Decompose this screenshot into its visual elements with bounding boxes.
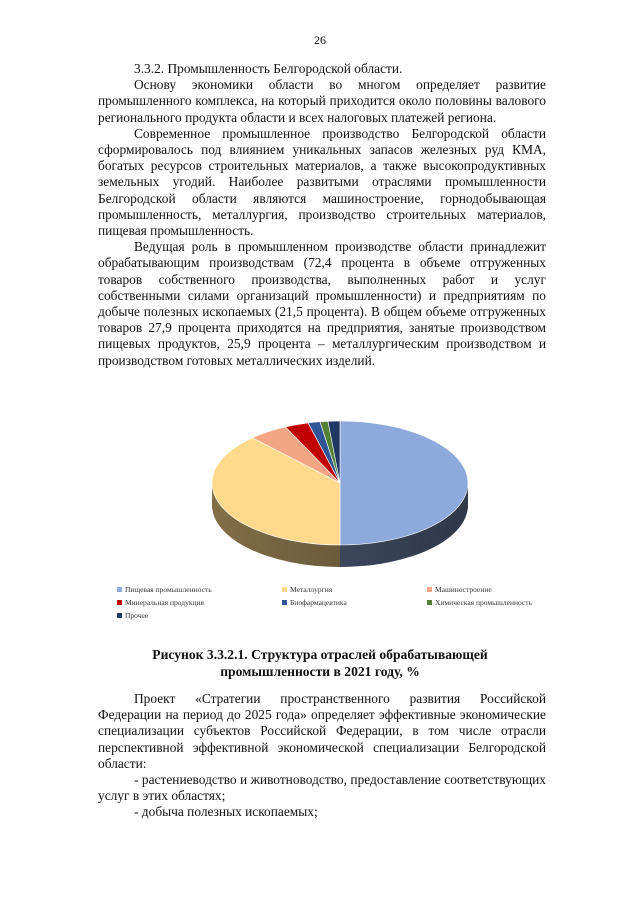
legend-swatch [427,600,432,605]
legend-label: Химическая промышленность [435,598,532,607]
text-block-top [98,61,546,369]
caption-line: промышленности в 2021 году, % [220,664,420,679]
legend-item [427,596,557,609]
legend-item [282,583,427,596]
paragraph: Современное промышленное производство Белгородской области сформировалось под влиянием уникальных запасов железных руд КМА, богатых ресурсов строительных материалов, а также высокопродуктивных земельных угодий. Наиболее развитыми отраслями промышленности Белгородской области являются машиностроение, горнодобывающая промышленность, металлургия, производство строительных материалов, пищевая промышленность. [98,125,546,239]
legend-label: Металлургия [290,585,333,594]
list-item: - растениеводство и животноводство, предоставление соответствующих услуг в этих областях; [98,772,546,804]
paragraph: Ведущая роль в промышленном производстве области принадлежит обрабатывающим производствам (72,4 процента в объеме отгруженных товаров собственного производства, выполненных работ и услуг собственными силами организаций промышленности) и предприятиям по добыче полезных ископаемых (21,5 процента). В общем объеме отгруженных товаров 27,9 процента приходятся на предприятия, занятые производством пищевых продуктов, 25,9 процента – металлургическим производством и производством готовых металлических изделий. [98,239,546,368]
figure-caption [120,646,520,680]
legend-label: Пищевая промышленность [125,585,212,594]
chart-legend [117,583,557,622]
legend-swatch [427,587,432,592]
page-number: 26 [314,33,326,47]
legend-swatch [117,613,122,618]
legend-label: Машиностроение [435,585,492,594]
paragraph: Основу экономики области во многом определяет развитие промышленного комплекса, на который приходится около половины валового регионального продукта области и всех налоговых платежей региона. [98,77,546,125]
legend-label: Минеральная продукция [125,598,204,607]
paragraph: Проект «Стратегии пространственного развития Российской Федерации на период до 2025 года» определяет эффективные экономические специализации субъектов Российской Федерации, в том числе отрасли перспективной эффективной экономической специализации Белгородской области: [98,691,546,771]
legend-item [282,596,427,609]
legend-label: Прочее [125,611,149,620]
pie-chart-svg [110,410,550,580]
legend-item [117,583,282,596]
legend-swatch [117,600,122,605]
caption-line: Рисунок 3.3.2.1. Структура отраслей обрабатывающей [152,647,488,662]
legend-item [117,596,282,609]
list-item: - добыча полезных ископаемых; [134,804,318,820]
legend-swatch [282,600,287,605]
legend-item [117,609,282,622]
section-heading: 3.3.2. Промышленность Белгородской области. [134,61,403,76]
legend-swatch [282,587,287,592]
legend-swatch [117,587,122,592]
text-block-bottom [98,691,546,821]
legend-label: Биофармацевтика [290,598,347,607]
legend-item [427,583,557,596]
